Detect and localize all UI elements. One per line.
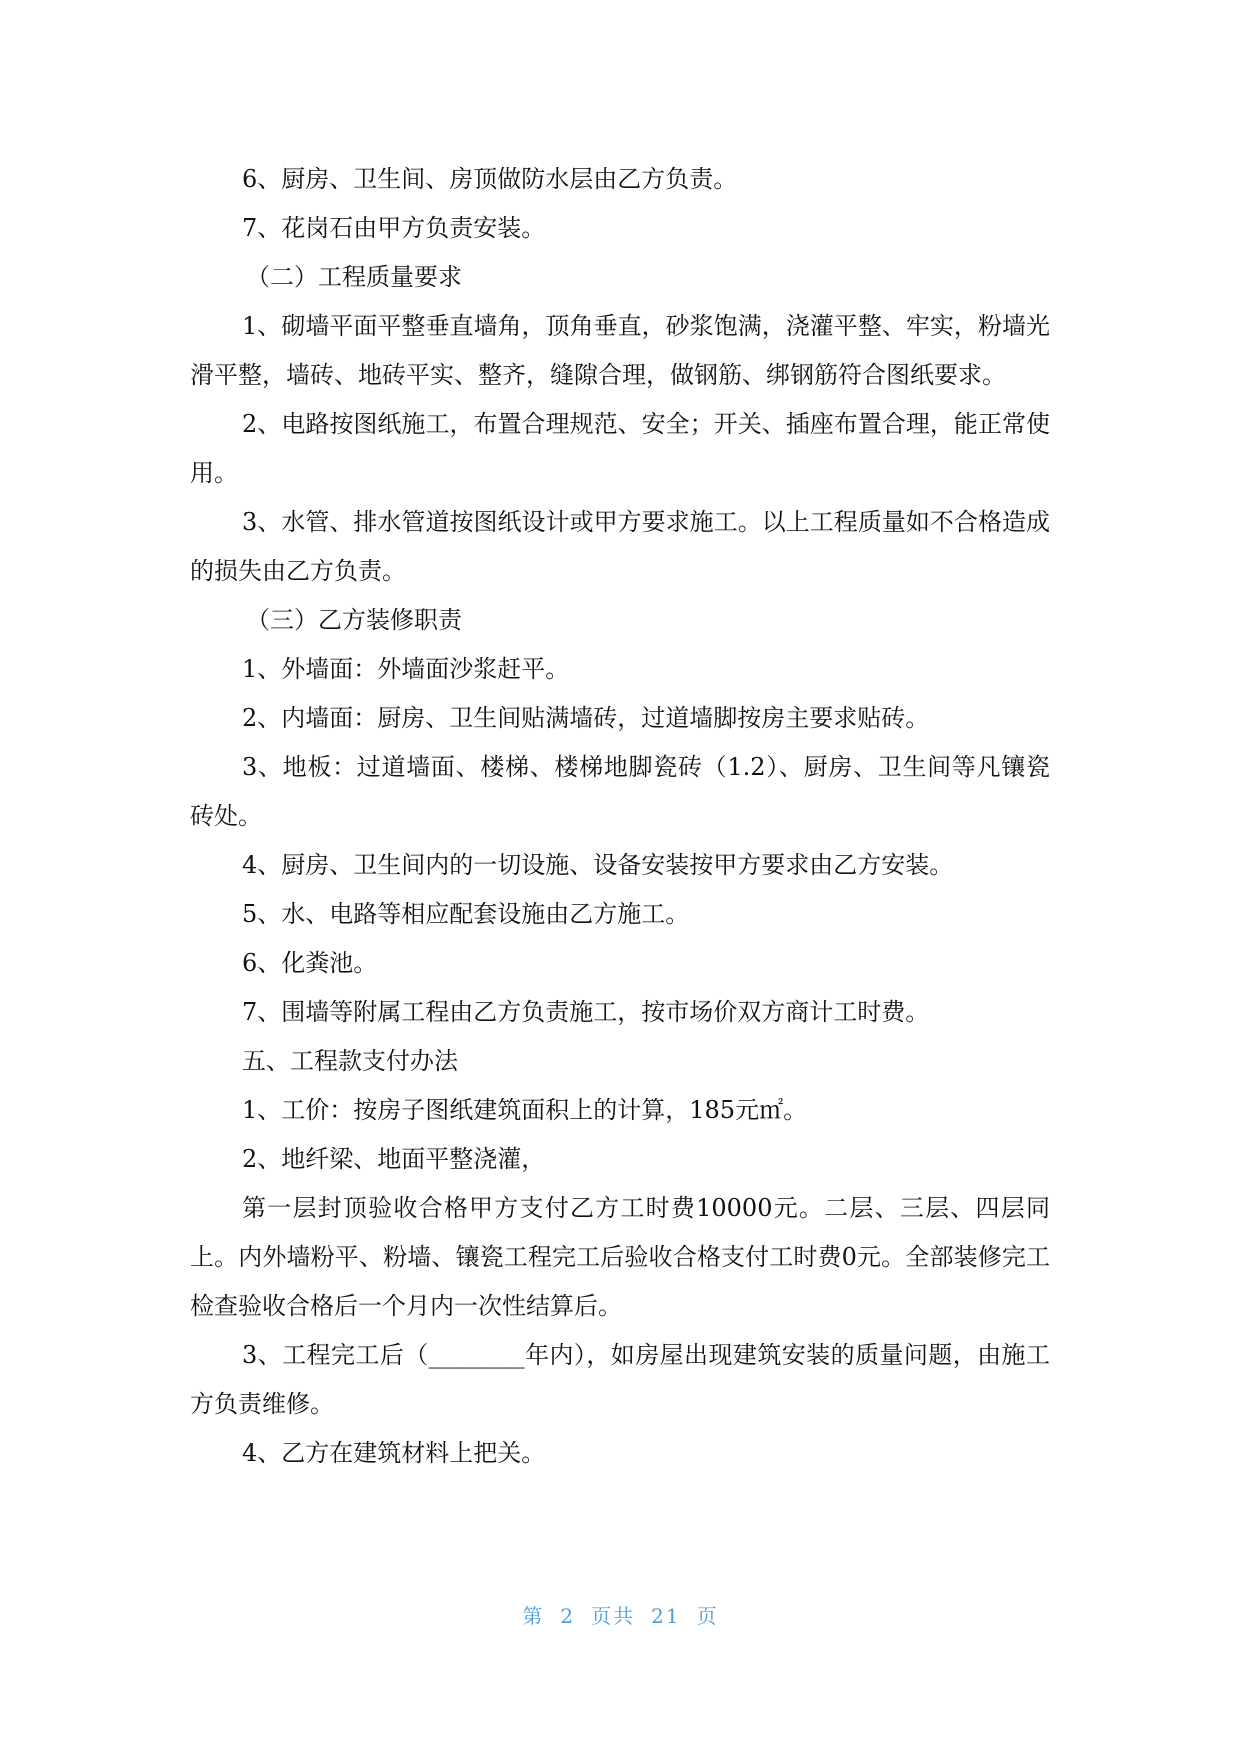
paragraph-9: 2、内墙面：厨房、卫生间贴满墙砖，过道墙脚按房主要求贴砖。 — [242, 704, 930, 732]
paragraph-20: 4、乙方在建筑材料上把关。 — [242, 1439, 546, 1467]
paragraph-18: 第一层封顶验收合格甲方支付乙方工时费10000元。二层、三层、四层同上。内外墙粉平、粉墙、镶瓷工程完工后验收合格支付工时费0元。全部装修完工检查验收合格后一个月内一次性结算后。 — [190, 1194, 1050, 1320]
paragraph-14: 7、围墙等附属工程由乙方负责施工，按市场价双方商计工时费。 — [242, 998, 930, 1026]
paragraph-10: 3、地板：过道墙面、楼梯、楼梯地脚瓷砖（1.2）、厨房、卫生间等凡镶瓷砖处。 — [190, 753, 1050, 830]
footer-prefix: 第 — [522, 1604, 545, 1628]
section-heading-payment: 五、工程款支付办法 — [242, 1047, 458, 1075]
paragraph-4: 1、砌墙平面平整垂直墙角，顶角垂直，砂浆饱满，浇灌平整、牢实，粉墙光滑平整，墙砖、地砖平实、整齐，缝隙合理，做钢筋、绑钢筋符合图纸要求。 — [190, 312, 1050, 389]
footer-middle: 页共 — [591, 1604, 636, 1628]
paragraph-16: 1、工价：按房子图纸建筑面积上的计算，185元㎡。 — [242, 1096, 808, 1124]
footer-page-number: 2 — [560, 1604, 576, 1628]
paragraph-11: 4、厨房、卫生间内的一切设施、设备安装按甲方要求由乙方安装。 — [242, 851, 954, 879]
paragraph-6: 3、水管、排水管道按图纸设计或甲方要求施工。以上工程质量如不合格造成的损失由乙方负责。 — [190, 508, 1050, 585]
paragraph-8: 1、外墙面：外墙面沙浆赶平。 — [242, 655, 570, 683]
footer-suffix: 页 — [696, 1604, 719, 1628]
paragraph-1: 6、厨房、卫生间、房顶做防水层由乙方负责。 — [242, 165, 738, 193]
paragraph-13: 6、化粪池。 — [242, 949, 378, 977]
paragraph-17: 2、地纤梁、地面平整浇灌， — [242, 1145, 546, 1173]
section-heading-duties: （三）乙方装修职责 — [246, 606, 462, 634]
page-footer — [0, 1600, 1241, 1629]
document-body — [190, 155, 1050, 1478]
paragraph-2: 7、花岗石由甲方负责安装。 — [242, 214, 546, 242]
section-heading-quality: （二）工程质量要求 — [246, 263, 462, 291]
footer-total-pages: 21 — [651, 1604, 681, 1628]
paragraph-5: 2、电路按图纸施工，布置合理规范、安全；开关、插座布置合理，能正常使用。 — [190, 410, 1050, 487]
paragraph-19: 3、工程完工后（________年内），如房屋出现建筑安装的质量问题，由施工方负责维修。 — [190, 1341, 1050, 1418]
paragraph-12: 5、水、电路等相应配套设施由乙方施工。 — [242, 900, 690, 928]
